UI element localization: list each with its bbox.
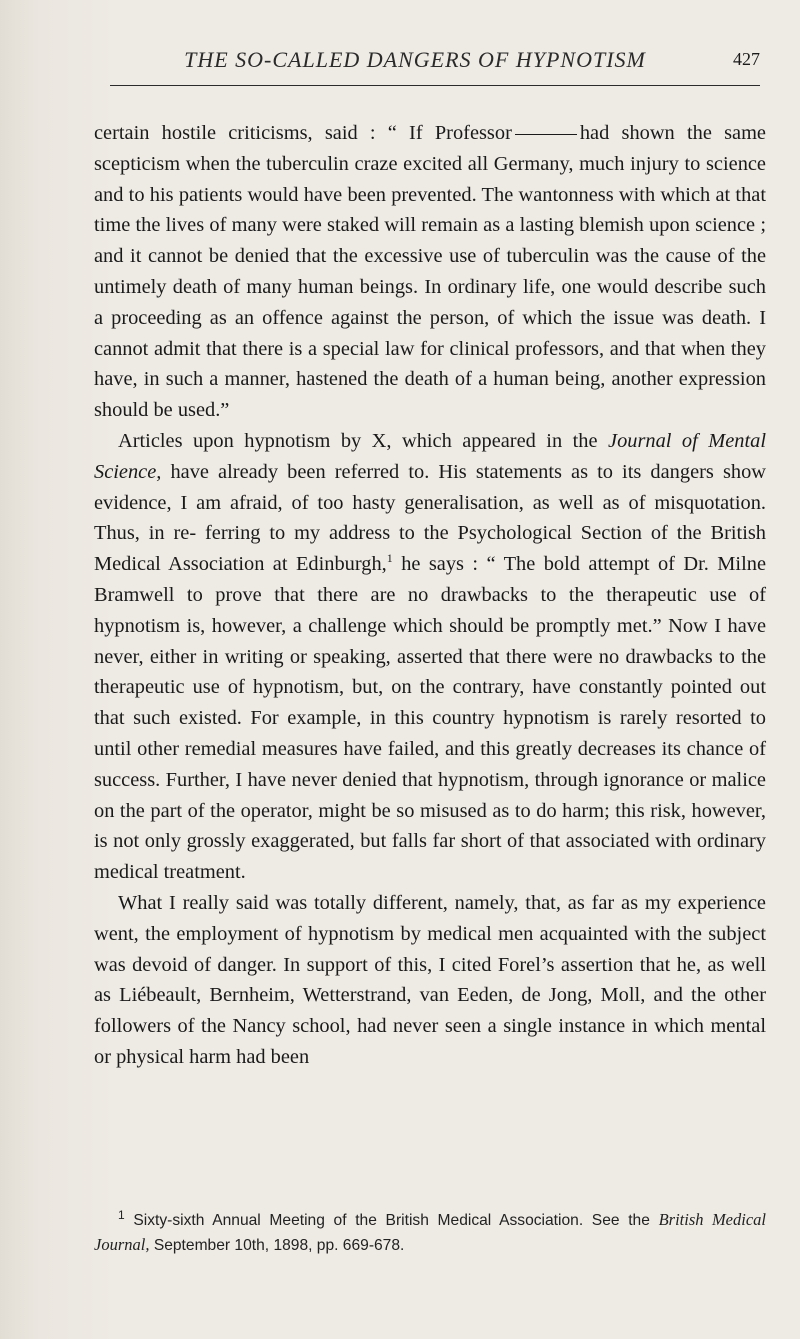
paragraph-2-part-2: have already been referred to. His statements as to its dangers show evidence, I am afraid, of too hasty generalisation, as well as of misquotation. Thus, in re- ferring to my address to the Psychological Section of the British Medical Association at Edinburgh,: [94, 460, 766, 576]
paragraph-3: [94, 888, 766, 1073]
header-rule: [110, 85, 760, 86]
journal-title: Journal of Mental Science,: [94, 429, 766, 483]
footnote-marker: 1: [118, 1207, 125, 1222]
paragraph-2-part-3: he says : “ The bold attempt of Dr. Milne Bramwell to prove that there are no drawbacks to the therapeutic use of hypnotism is, however, a challenge which should be promptly met.” Now I have never, either in writing or speaking, asserted that there were no drawbacks to the therapeutic use of hypnotism, but, on the contrary, have constantly pointed out that such existed. For example, in this country hypnotism is rarely resorted to until other remedial measures have failed, and this greatly decreases its chance of success. Further, I have never denied that hypnotism, through ignorance or malice on the part of the operator, might be so misused as to do harm; this risk, however, is not only grossly exaggerated, but falls far short of that associated with ordinary medical treatment.: [94, 553, 767, 884]
paragraph-1-rest: had shown the same scepticism when the tuberculin craze excited all Germany, much injury to science and to his patients would have been prevented. The wantonness with which at that time the lives of many were staked will remain as a lasting blemish upon science ; and it cannot be denied that the excessive use of tuberculin was the cause of the untimely death of many human beings. In ordinary life, one would describe such a proceeding as an offence against the person, of which the issue was death. I cannot admit that there is a special law for clinical professors, and that when they have, in such a manner, hastened the death of a human being, another expression should be used.”: [94, 122, 766, 422]
paragraph-1-start: certain hostile criticisms, said : “ If Professor: [94, 122, 512, 144]
page-number: 427: [733, 49, 760, 69]
footnote-ref: 1: [386, 551, 393, 566]
name-dash: [515, 134, 577, 135]
footnote-journal: British Medical Journal,: [94, 1210, 766, 1254]
running-head: THE SO-CALLED DANGERS OF HYPNOTISM: [184, 47, 646, 72]
page-header: [110, 47, 760, 83]
body-text: [94, 118, 766, 1073]
footnote-part-1: Sixty-sixth Annual Meeting of the British Medical Association. See the: [133, 1212, 650, 1229]
paragraph-2: [94, 426, 766, 888]
paragraph-3-text: What I really said was totally different, namely, that, as far as my experience went, the employment of hypnotism by medical men acquainted with the subject was devoid of danger. In support of this, I cited Forel’s assertion that he, as well as Liébeault, Bernheim, Wetterstrand, van Eeden, de Jong, Moll, and the other followers of the Nancy school, had never seen a single instance in which mental or physical harm had been: [94, 891, 766, 1068]
paragraph-2-part-1: Articles upon hypnotism by X, which appeared in the: [118, 429, 598, 452]
paragraph-1: [94, 118, 766, 426]
footnote: [94, 1208, 766, 1258]
footnote-part-2: September 10th, 1898, pp. 669-678.: [153, 1237, 405, 1254]
